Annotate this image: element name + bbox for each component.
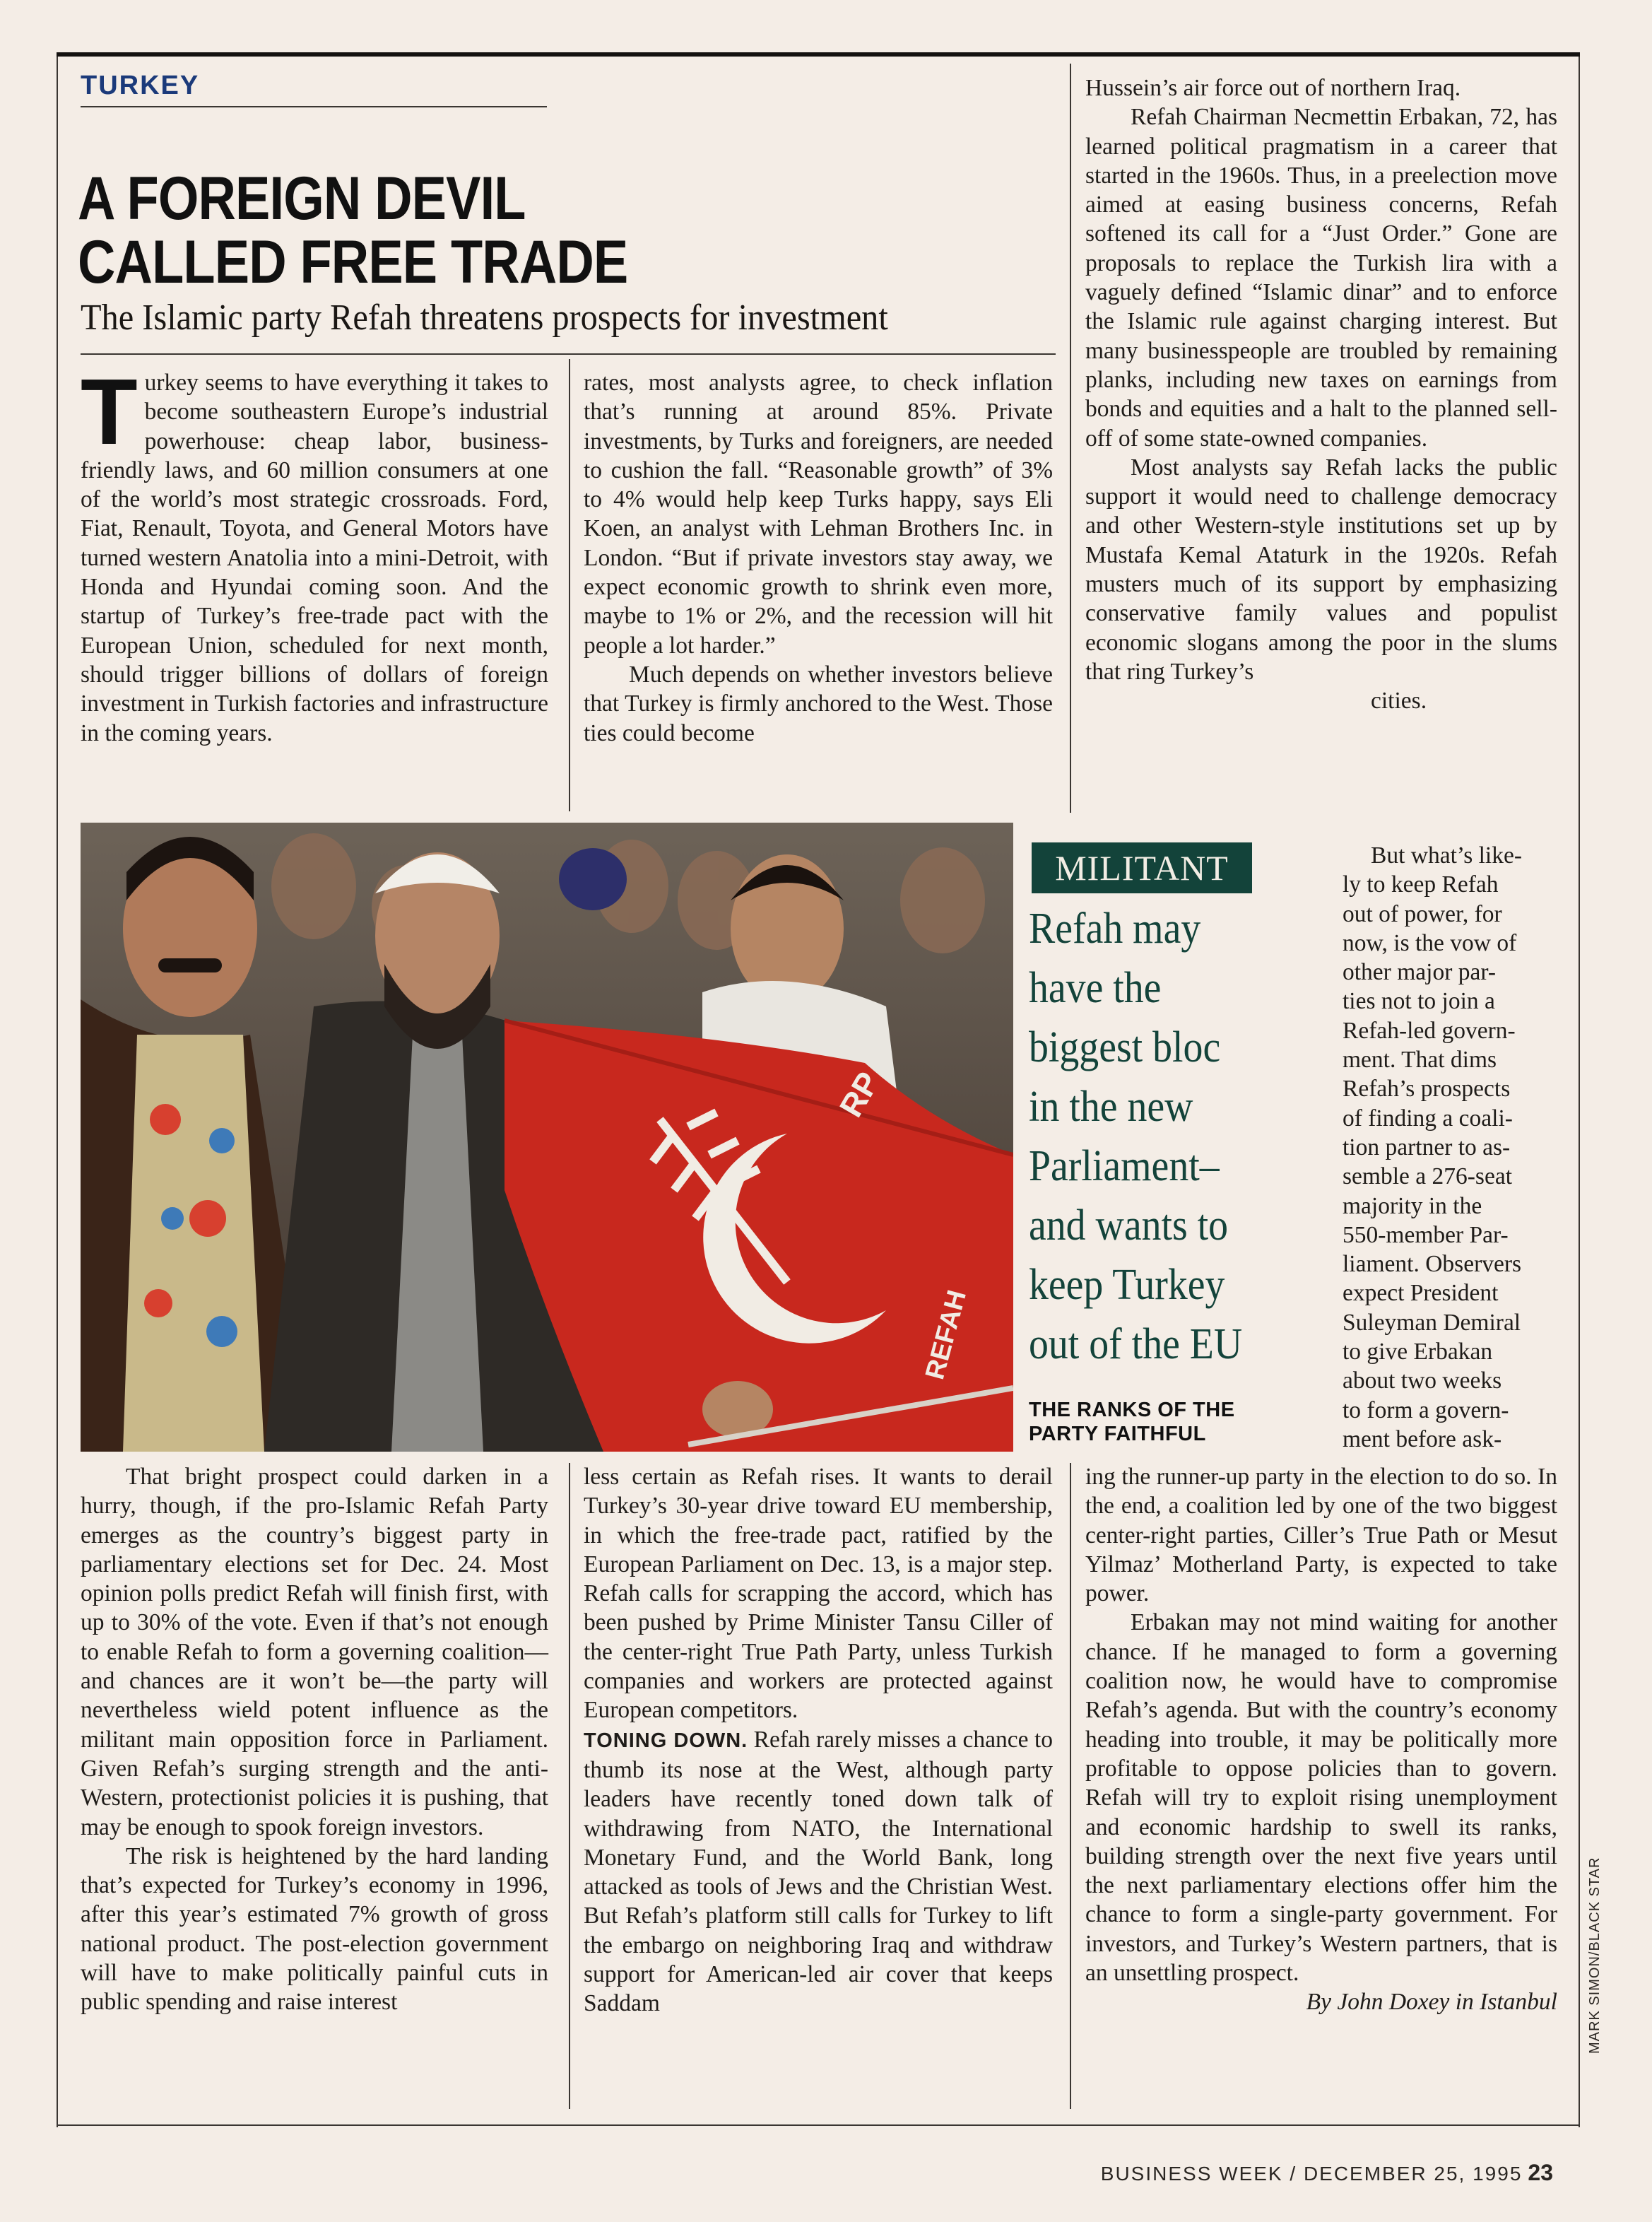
narrow-line: to give Erbakan (1343, 1339, 1493, 1365)
byline: By John Doxey in Istanbul (1306, 1989, 1557, 2016)
headline-line-1: A FOREIGN DEVIL (78, 165, 526, 233)
narrow-line: Suleyman Demiral (1343, 1309, 1521, 1336)
paragraph: That bright prospect could darken in a hurry, though, if the pro-Islamic Refah Party emerges as the country’s biggest party in parliamentary elections set for Dec. 24. Most opinion polls predict Refah will finish first, with up to 30% of the vote. Even if that’s not enough to enable Refah to form a governing coalition—and chances are it won’t be—the party will nevertheless wield potent influence as the militant main opposition force in Parliament. Given Refah’s surging strength and the anti-Western, protectionist policies it is pushing, that may be enough to spook foreign investors. (81, 1464, 548, 1840)
narrow-line: of finding a coali- (1343, 1105, 1513, 1131)
paragraph: Refah Chairman Necmettin Erbakan, 72, has learned political pragmatism in a career that started in the 1960s. Thus, in a preelection move aimed at easing business concerns, Refah softened its call for a “Just Order.” Gone are proposals to replace the Turkish lira with a vaguely defined “Islamic dinar” and to enforce the Islamic rule against charging interest. But many businesspeople are troubled by remaining planks, including new taxes on earnings from bonds and equities and a halt to the planned sell-off of some state-owned companies. (1085, 104, 1557, 452)
column-2-bottom (584, 1462, 1053, 2018)
page-number: 23 (1528, 2160, 1553, 2185)
gutter-rule-2-bottom (1070, 1463, 1071, 2109)
drop-cap: T (81, 360, 138, 464)
narrow-line: semble a 276-seat (1343, 1163, 1512, 1190)
narrow-line: But what’s like- (1371, 842, 1523, 869)
publication-line: BUSINESS WEEK / DECEMBER 25, 1995 (1100, 2163, 1523, 2185)
paragraph: Refah rarely misses a chance to thumb its nose at the West, although party leaders have recently toned down talk of withdrawing from NATO, the International Monetary Fund, and the World Bank, long attacked as tools of Jews and the Christian West. But Refah’s platform still calls for Turkey to lift the embargo on neighboring Iraq and withdraw support for American-led air cover that keeps Saddam (584, 1726, 1053, 2017)
column-3-bottom (1085, 1462, 1557, 2017)
paragraph: Erbakan may not mind waiting for another chance. If he managed to form a governing coalition now, he would have to compromise Refah’s agenda. But with the country’s economy heading into trouble, it may be politically more profitable to oppose policies than to govern. Refah will try to exploit rising unemployment and economic hardship to swell its ranks, building strength over the next five years until the next parliamentary elections offer him the chance to form a single-party government. For investors, and Turkey’s Western partners, that is an unsettling prospect. (1085, 1609, 1557, 1987)
paragraph: Much depends on whether investors believe that Turkey is firmly anchored to the West. Those ties could become (584, 661, 1053, 746)
gutter-rule-1-bottom (569, 1463, 570, 2109)
paragraph: less certain as Refah rises. It wants to derail Turkey’s 30-year drive toward EU membership, in which the free-trade pact, ratified by the European Parliament on Dec. 13, is a major step. Refah calls for scrapping the accord, which has been pushed by Prime Minister Tansu Ciller of the center-right True Path Party, unless Turkish companies and workers are protected against European competitors. (584, 1464, 1053, 1724)
gutter-rule-2-top (1070, 64, 1071, 813)
column-1-top (81, 360, 548, 748)
caption-line: THE RANKS OF THE (1029, 1399, 1235, 1421)
pullquote-label: MILITANT (1032, 842, 1252, 893)
top-rule (57, 52, 1580, 57)
narrow-line: ly to keep Refah (1343, 871, 1499, 898)
paragraph: ing the runner-up party in the election to do so. In the end, a coalition led by one of the two biggest center-right parties, Ciller’s True Path or Mesut Yilmaz’ Motherland Party, is expected to take power. (1085, 1464, 1557, 1607)
narrow-line: to form a govern- (1343, 1397, 1509, 1423)
pullquote (1029, 899, 1309, 1374)
deck: The Islamic party Refah threatens prospects for investment (81, 298, 888, 338)
photo-caption (1029, 1398, 1326, 1446)
narrow-line: expect President (1343, 1280, 1499, 1307)
left-margin-rule (57, 57, 58, 2127)
paragraph: rates, most analysts agree, to check inflation that’s running at around 85%. Private investments, by Turks and foreigners, are needed to cushion the fall. “Reasonable growth” of 3% to 4% would help keep Turks happy, says Eli Koen, an analyst with Lehman Brothers Inc. in London. “But if private investors stay away, we expect economic growth to shrink even more, maybe to 1% or 2%, and the recession will hit people a lot harder.” (584, 370, 1053, 659)
narrow-column (1343, 841, 1557, 1454)
narrow-line: ties not to join a (1343, 988, 1495, 1015)
narrow-line: now, is the vow of (1343, 929, 1517, 956)
headline-line-2: CALLED FREE TRADE (78, 228, 628, 296)
narrow-line: out of power, for (1343, 900, 1502, 927)
right-margin-rule (1579, 57, 1580, 2127)
narrow-line: majority in the (1343, 1192, 1482, 1219)
narrow-line: liament. Observers (1343, 1251, 1522, 1278)
narrow-line: 550-member Par- (1343, 1221, 1509, 1248)
pullquote-line: biggest bloc (1029, 1023, 1221, 1071)
pullquote-line: Refah may (1029, 905, 1201, 953)
pullquote-line: in the new (1029, 1083, 1193, 1131)
pullquote-line: keep Turkey (1029, 1261, 1225, 1309)
section-label: TURKEY (81, 71, 200, 100)
pullquote-line: have the (1029, 964, 1162, 1012)
flag-name: REFAH (920, 1287, 973, 1383)
paragraph-end: cities. (1371, 688, 1427, 715)
footer-rule (57, 2124, 1580, 2126)
column-3-top (1085, 74, 1557, 716)
paragraph: urkey seems to have everything it takes to become southeastern Europe’s industrial powerhouse: cheap labor, business-friendly laws, and 60 million consumers at one of the world’s most strategic crossroads. Ford, Fiat, Renault, Toyota, and General Motors have turned western Anatolia into a mini-Detroit, with Honda and Hyundai coming soon. And the startup of Turkey’s free-trade pact with the European Union, scheduled for next month, should trigger billions of dollars of foreign investment in Turkish factories and infrastructure in the coming years. (81, 370, 548, 746)
section-rule (81, 106, 547, 107)
pullquote-line: and wants to (1029, 1201, 1229, 1250)
narrow-line: tion partner to as- (1343, 1134, 1511, 1160)
photo-credit: MARK SIMON/BLACK STAR (1587, 1857, 1603, 2054)
narrow-line: other major par- (1343, 959, 1496, 986)
column-2-top (584, 368, 1053, 748)
page-footer (1101, 2160, 1553, 2186)
caption-line: PARTY FAITHFUL (1029, 1423, 1206, 1445)
pullquote-line: Parliament– (1029, 1142, 1220, 1190)
narrow-line: Refah’s prospects (1343, 1076, 1511, 1103)
subhead-runin: TONING DOWN. (584, 1729, 748, 1752)
column-1-bottom (81, 1462, 548, 2017)
crowd-photo (81, 823, 1013, 1452)
headline (78, 165, 628, 296)
paragraph: The risk is heightened by the hard landing that’s expected for Turkey’s economy in 1996, after this year’s estimated 7% growth of gross national product. The post-election government will have to make politically painful cuts in public spending and raise interest (81, 1842, 548, 2016)
flag-initials: RP (832, 1065, 887, 1123)
pullquote-line: out of the EU (1029, 1320, 1243, 1368)
narrow-line: ment. That dims (1343, 1047, 1497, 1074)
narrow-line: ment before ask- (1343, 1426, 1502, 1452)
narrow-line: about two weeks (1343, 1368, 1502, 1394)
paragraph: Hussein’s air force out of northern Iraq. (1085, 75, 1461, 101)
gutter-rule-1-top (569, 359, 570, 811)
narrow-line: Refah-led govern- (1343, 1017, 1516, 1044)
deck-rule (81, 353, 1056, 355)
paragraph: Most analysts say Refah lacks the public support it would need to challenge democracy and other Western-style institutions set up by Mustafa Kemal Ataturk in the 1920s. Refah musters much of its support by emphasizing conservative family values and populist economic slogans among the poor in the slums that ring Turkey’s (1085, 454, 1557, 685)
crowd-illustration (81, 823, 1013, 1452)
